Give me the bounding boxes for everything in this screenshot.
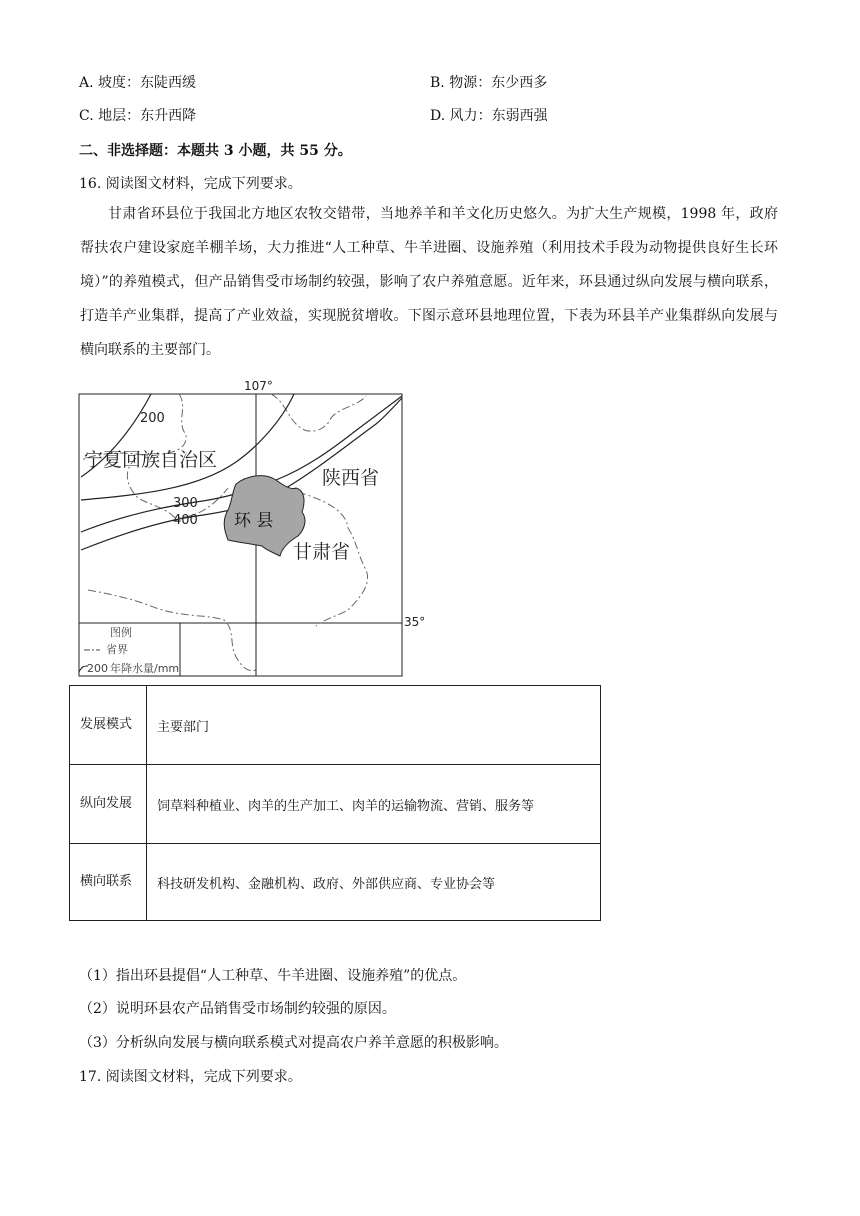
question-16-1: （1）指出环县提倡“人工种草、牛羊进圈、设施养殖”的优点。 — [79, 968, 467, 984]
question-16-paragraph: 甘肃省环县位于我国北方地区农牧交错带，当地养羊和羊文化历史悠久。为扩大生产规模，1998 年，政府帮扶农户建设家庭羊棚羊场，大力推进“人工种草、牛羊进圈、设施养殖（利用技术手段为动物提供良好生长环境）”的养殖模式，但产品销售受市场制约较强，影响了农户养殖意愿。近年来，环县通过纵向发展与横向联系，打造羊产业集群，提高了产业效益，实现脱贫增收。下图示意环县地理位置，下表为环县羊产业集群纵向发展与横向联系的主要部门。 — [80, 206, 778, 358]
option-d: D. 风力：东弱西强 — [430, 108, 548, 124]
table-row — [70, 765, 601, 844]
option-a: A. 坡度：东陡西缓 — [79, 75, 197, 91]
option-c: C. 地层：东升西降 — [79, 108, 197, 124]
table-cell-mode: 横向联系 — [70, 844, 147, 921]
label-huan-county: 环 县 — [234, 511, 274, 531]
isoline-label-300: 300 — [173, 496, 198, 511]
department-table — [69, 685, 601, 921]
table-cell-mode: 纵向发展 — [70, 765, 147, 844]
table-cell-departments: 科技研发机构、金融机构、政府、外部供应商、专业协会等 — [147, 844, 601, 921]
boundary-north — [271, 394, 366, 431]
legend-isoline-label: 年降水量/mm — [110, 662, 180, 675]
isoline-label-200: 200 — [140, 411, 165, 426]
table-row — [70, 844, 601, 921]
legend-isoline-value: 200 — [87, 662, 108, 675]
question-17-title: 17. 阅读图文材料，完成下列要求。 — [79, 1069, 302, 1085]
table-header-departments: 主要部门 — [147, 686, 601, 765]
label-shaanxi: 陕西省 — [322, 467, 380, 489]
label-ningxia: 宁夏回族自治区 — [84, 449, 218, 471]
latitude-label: 35° — [404, 615, 426, 629]
legend-boundary-label: 省界 — [106, 643, 128, 656]
longitude-label: 107° — [244, 379, 273, 393]
label-gansu: 甘肃省 — [293, 541, 351, 563]
question-16-2: （2）说明环县农产品销售受市场制约较强的原因。 — [79, 1001, 396, 1017]
section-heading: 二、非选择题：本题共 3 小题，共 55 分。 — [79, 143, 352, 159]
table-header-mode: 发展模式 — [70, 686, 147, 765]
option-b: B. 物源：东少西多 — [430, 75, 548, 91]
isoline-label-400: 400 — [173, 513, 198, 528]
location-map — [76, 379, 426, 680]
question-16-3: （3）分析纵向发展与横向联系模式对提高农户养羊意愿的积极影响。 — [79, 1035, 508, 1051]
question-16-title: 16. 阅读图文材料，完成下列要求。 — [79, 176, 302, 192]
legend-title: 图例 — [110, 626, 132, 639]
table-cell-departments: 饲草料种植业、肉羊的生产加工、肉羊的运输物流、营销、服务等 — [147, 765, 601, 844]
table-header-row — [70, 686, 601, 765]
